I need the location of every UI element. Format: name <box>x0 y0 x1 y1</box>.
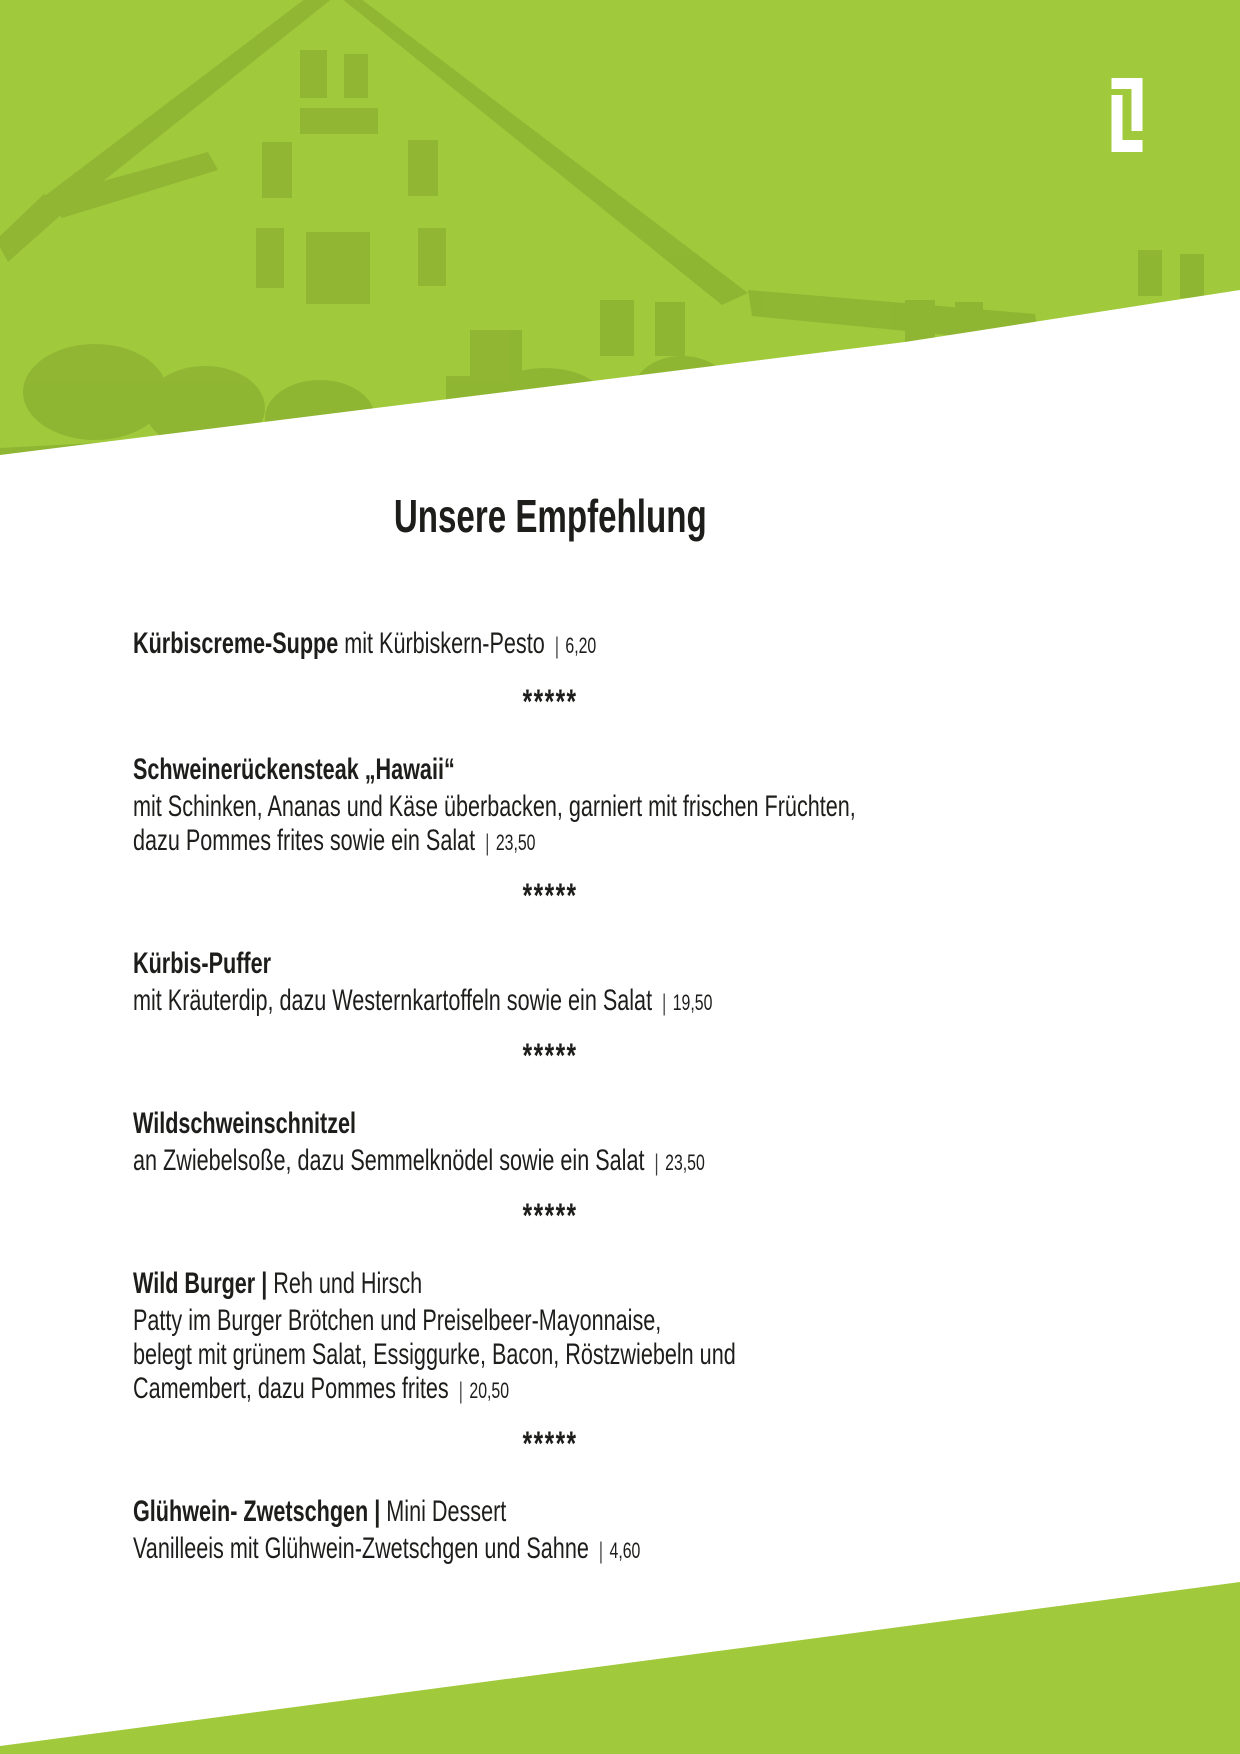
item-title: Schweinerückensteak „Hawaii“ <box>133 753 455 786</box>
item-description-line <box>133 1372 967 1408</box>
item-title-line <box>133 944 967 984</box>
item-title: Wild Burger <box>133 1267 256 1300</box>
item-price <box>485 830 535 855</box>
item-title-line: Glühwein- Zwetschgen | Mini Dessert <box>133 1495 507 1528</box>
item-price <box>655 1150 705 1175</box>
item-title: Glühwein- Zwetschgen <box>133 1495 369 1528</box>
item-note: mit Kürbiskern-Pesto <box>344 627 545 660</box>
price-value: 23,50 <box>495 830 536 855</box>
item-description-text: Vanilleeis mit Glühwein-Zwetschgen und Sahne <box>133 1532 589 1565</box>
item-description-line <box>133 824 967 860</box>
menu-item <box>133 1104 967 1180</box>
item-subtitle: Reh und Hirsch <box>273 1267 423 1300</box>
item-title-line <box>133 1104 967 1144</box>
price-pipe: | <box>654 1149 659 1176</box>
footer-shape <box>0 1582 1240 1754</box>
stars-separator: ***** <box>522 877 578 915</box>
price-pipe: | <box>485 829 490 856</box>
item-description-line <box>133 1144 967 1180</box>
item-description-line <box>133 984 967 1020</box>
menu-item <box>133 1264 967 1408</box>
item-description-text: mit Kräuterdip, dazu Westernkartoffeln sowie ein Salat <box>133 984 653 1017</box>
footer-banner <box>0 1574 1240 1754</box>
price-value: 20,50 <box>469 1378 510 1403</box>
stars-separator: ***** <box>522 1197 578 1235</box>
item-description-text: dazu Pommes frites sowie ein Salat <box>133 824 476 857</box>
menu-item <box>133 750 967 860</box>
price-value: 23,50 <box>665 1150 705 1175</box>
price-pipe: | <box>554 632 559 659</box>
header-banner <box>0 0 1240 470</box>
item-description-text: belegt mit grünem Salat, Essiggurke, Bacon, Röstzwiebeln und <box>133 1338 736 1371</box>
item-price <box>599 1538 640 1563</box>
price-value: 6,20 <box>565 633 597 658</box>
item-description-line <box>133 1532 967 1568</box>
item-title: Kürbis-Puffer <box>133 947 272 980</box>
price-pipe: | <box>458 1377 463 1404</box>
stars-separator: ***** <box>522 1037 578 1075</box>
item-price <box>459 1378 509 1403</box>
menu-item <box>133 1492 967 1568</box>
price-pipe: | <box>598 1537 604 1564</box>
stars-separator: ***** <box>522 1425 578 1463</box>
page-title: Unsere Empfehlung <box>393 490 707 542</box>
item-description-text: Patty im Burger Brötchen und Preiselbeer-Mayonnaise, <box>133 1304 662 1337</box>
brand-logo-icon <box>1111 78 1143 152</box>
item-description-text: Camembert, dazu Pommes frites <box>133 1372 449 1405</box>
item-title-line <box>133 624 967 666</box>
item-subtitle: Mini Dessert <box>386 1495 507 1528</box>
item-price <box>555 633 596 658</box>
price-value: 4,60 <box>609 1538 641 1563</box>
price-value: 19,50 <box>672 990 713 1015</box>
item-price <box>662 990 712 1015</box>
item-title: Kürbiscreme-Suppe <box>133 627 339 660</box>
item-title: Wildschweinschnitzel <box>133 1107 357 1140</box>
menu-item <box>133 944 967 1020</box>
item-description-text: an Zwiebelsoße, dazu Semmelknödel sowie ein Salat <box>133 1144 645 1177</box>
price-pipe: | <box>662 989 667 1016</box>
menu-content <box>133 492 967 1568</box>
item-description-text: mit Schinken, Ananas und Käse überbacken, garniert mit frischen Früchten, <box>133 790 856 823</box>
item-description-line <box>133 1304 967 1338</box>
item-description-line <box>133 1338 967 1372</box>
item-title-line <box>133 750 967 790</box>
menu-item <box>133 624 967 666</box>
item-description-line <box>133 790 967 824</box>
item-title-line: Wild Burger | Reh und Hirsch <box>133 1267 423 1300</box>
stars-separator: ***** <box>522 683 578 721</box>
menu-list <box>133 624 967 1568</box>
